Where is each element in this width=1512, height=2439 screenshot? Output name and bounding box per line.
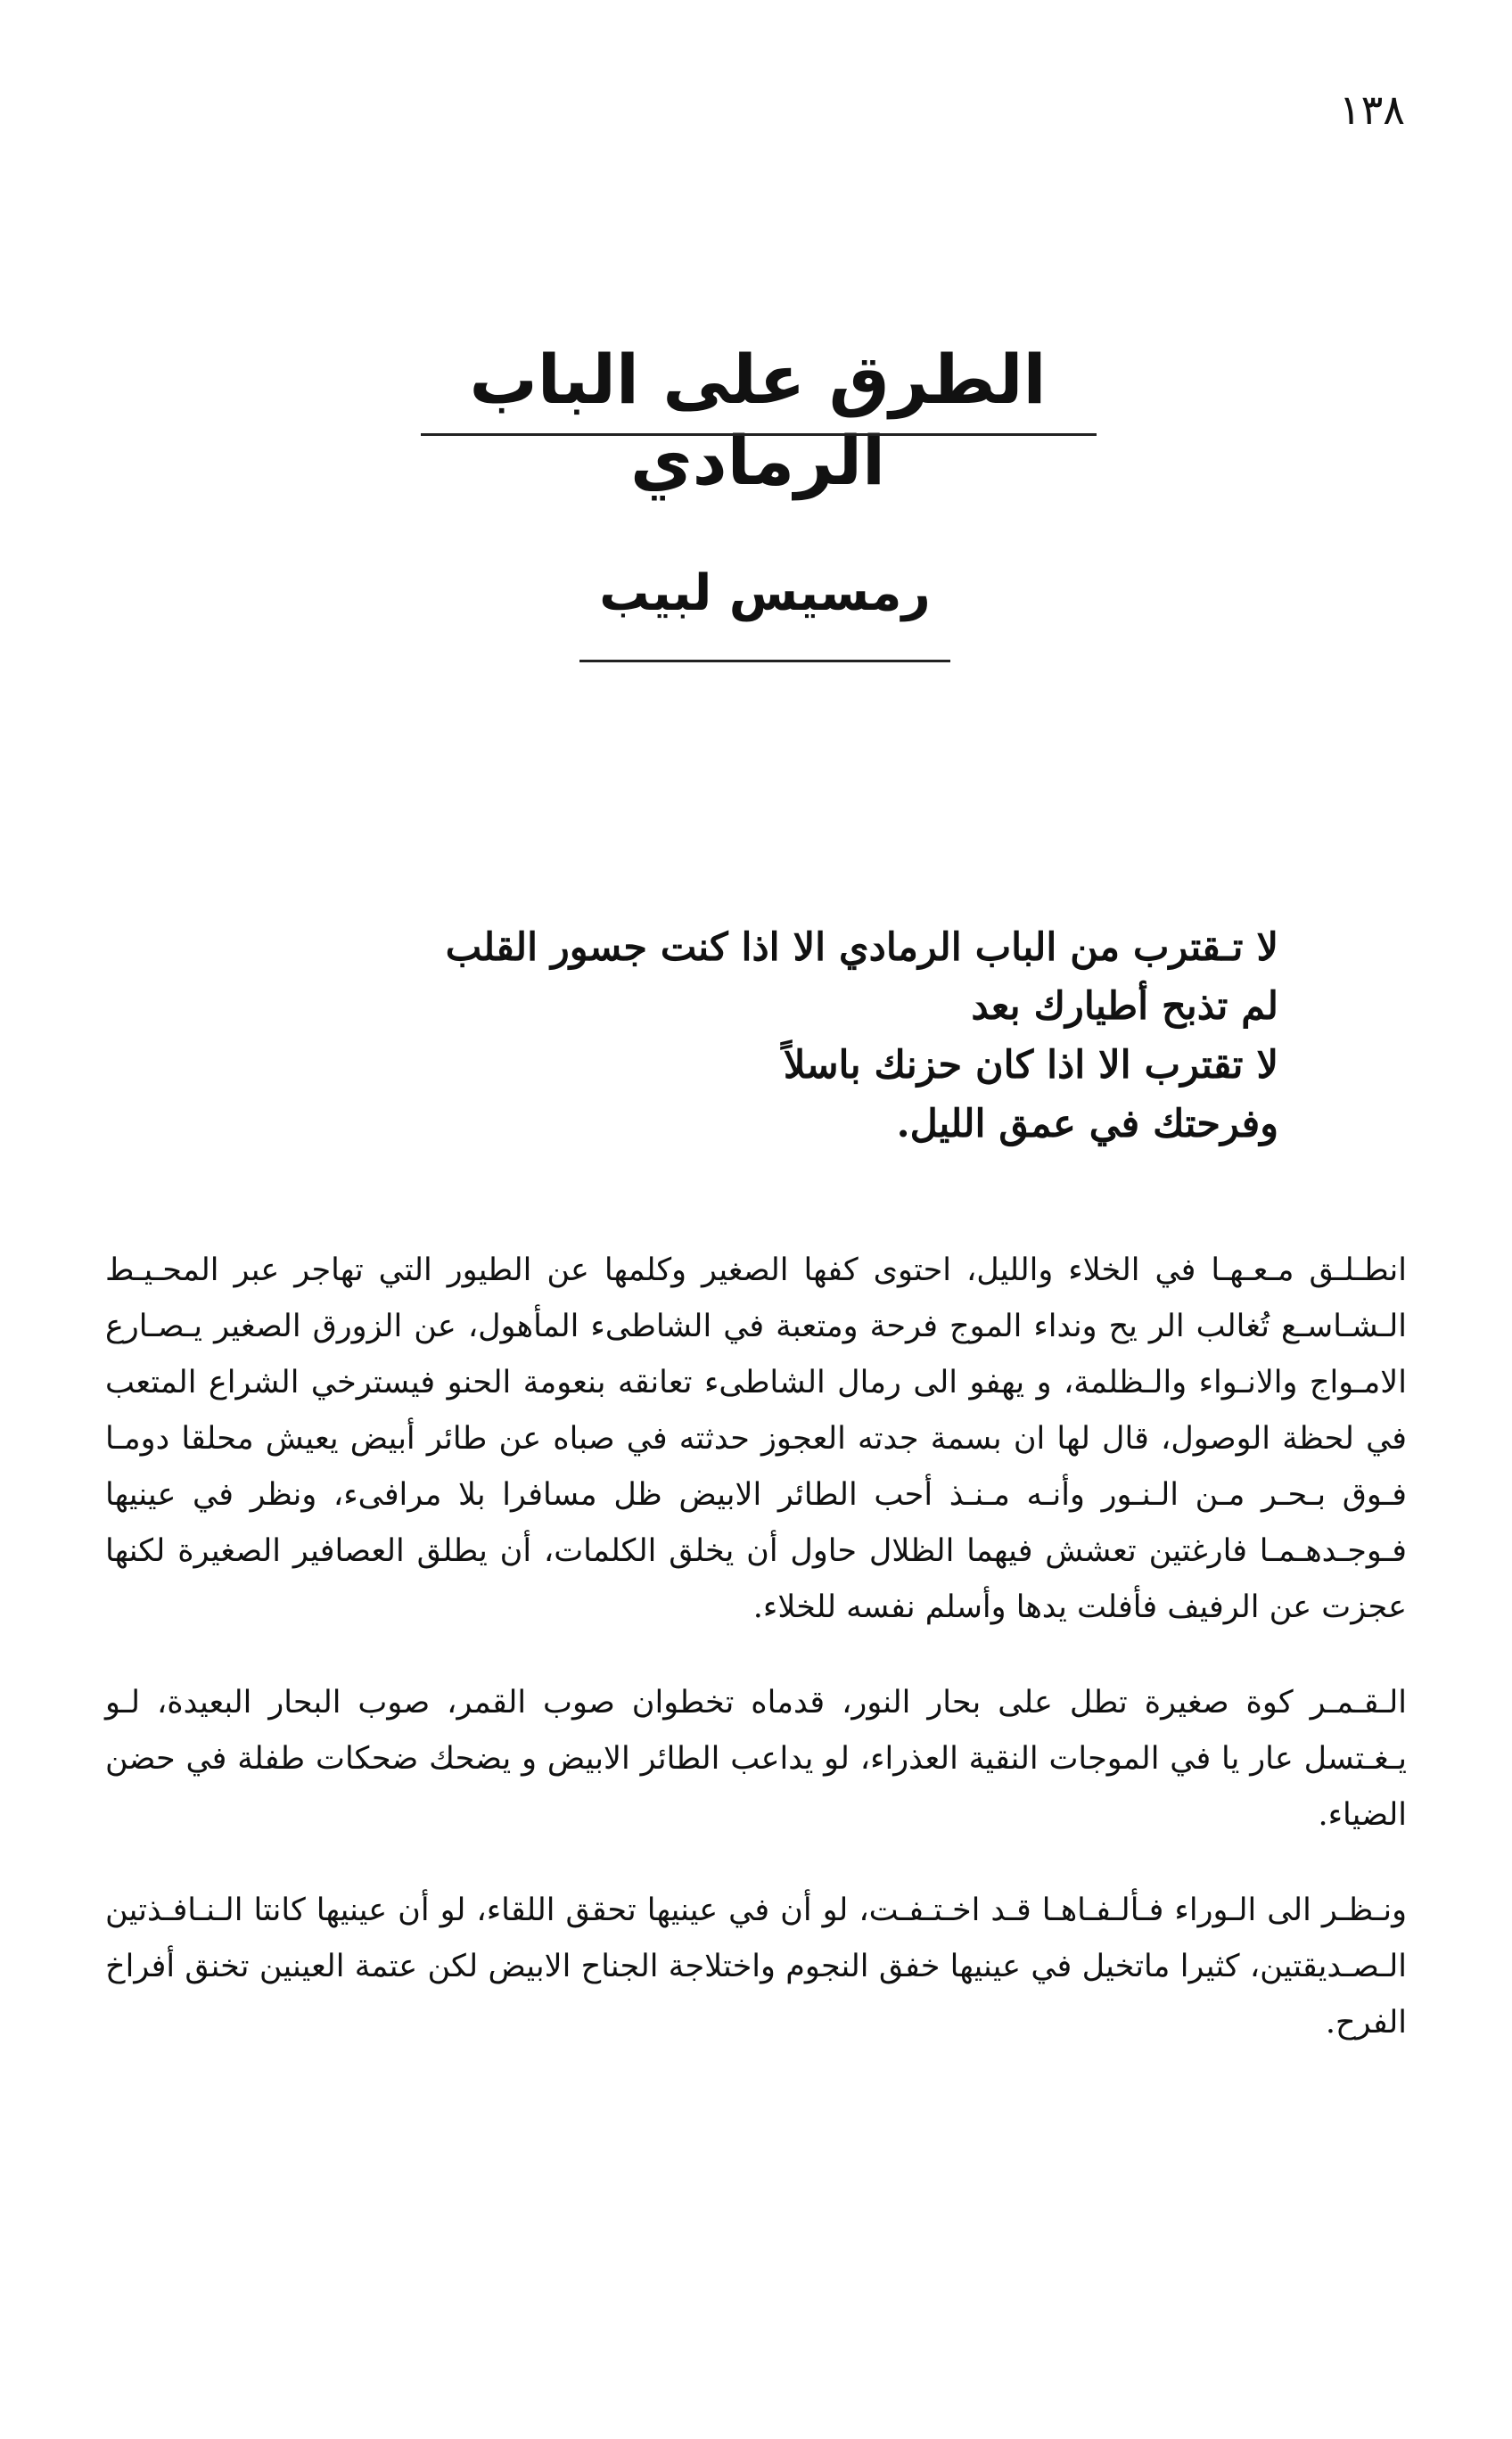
paragraph: انطـلـق مـعـهـا في الخلاء والليل، احتوى كفها الصغير وكلمها عن الطيور التي تهاجر عبر المحـيـط الـشـاسـع تُغالب الر يح ونداء الموج فرحة ومتعبة في الشاطىء المأهول، عن الزورق الصغير يـصـارع الامـواج والانـواء والـظلمة، و يهفو الى رمال الشاطىء تعانقه بنعومة الحنو فيسترخي الشراع المتعب في لحظة الوصول، قال لها ان بسمة جدته العجوز حدثته في صباه عن طائر أبيض يعيش محلقا دومـا فـوق بـحـر مـن الـنـور وأنـه مـنـذ أحب الطائر الابيض ظل مسافرا بلا مرافىء، ونظر في عينيها فـوجـدهـمـا فارغتين تعشش فيهما الظلال حاول أن يخلق الكلمات، أن يطلق العصافير الصغيرة لكنها عجزت عن الرفيف فأفلت يدها وأسلم نفسه للخلاء. [105,1252,1407,1625]
poem-line: لم تذبح أطيارك بعد [971,984,1278,1029]
epigraph-poem [387,918,1278,1154]
article-title: الطرق على الباب الرمادي [469,340,1047,501]
title-underline [421,433,1097,436]
poem-line: وفرحتك في عمق الليل. [896,1102,1278,1146]
paragraph: ونـظـر الى الـوراء فـألـفـاهـا قـد اخـتـفـت، لو أن في عينيها تحقق اللقاء، لو أن عينيها كانتا الـنـافـذتين الـصـديقتين، كثيرا ماتخيل في عينيها خفق النجوم واختلاجة الجناح الابيض لكن عتمة العينين تخنق أفراخ الفرح. [105,1893,1407,2041]
author-underline [579,660,950,662]
page-number: ١٣٨ [1338,86,1405,134]
body-text [105,1243,1407,2090]
author-name: رمسيس لبيب [599,564,931,622]
poem-line: لا تقترب الا اذا كان حزنك باسلاً [783,1043,1278,1088]
paragraph: الـقـمـر كوة صغيرة تطل على بحار النور، قدماه تخطوان صوب القمر، صوب البحار البعيدة، لـو يـغـتسل عار يا في الموجات النقية العذراء، لو يداعب الطائر الابيض و يضحك ضحكات طفلة في حضن الضياء. [105,1685,1407,1833]
poem-line: لا تـقترب من الباب الرمادي الا اذا كنت جسور القلب [445,925,1278,970]
